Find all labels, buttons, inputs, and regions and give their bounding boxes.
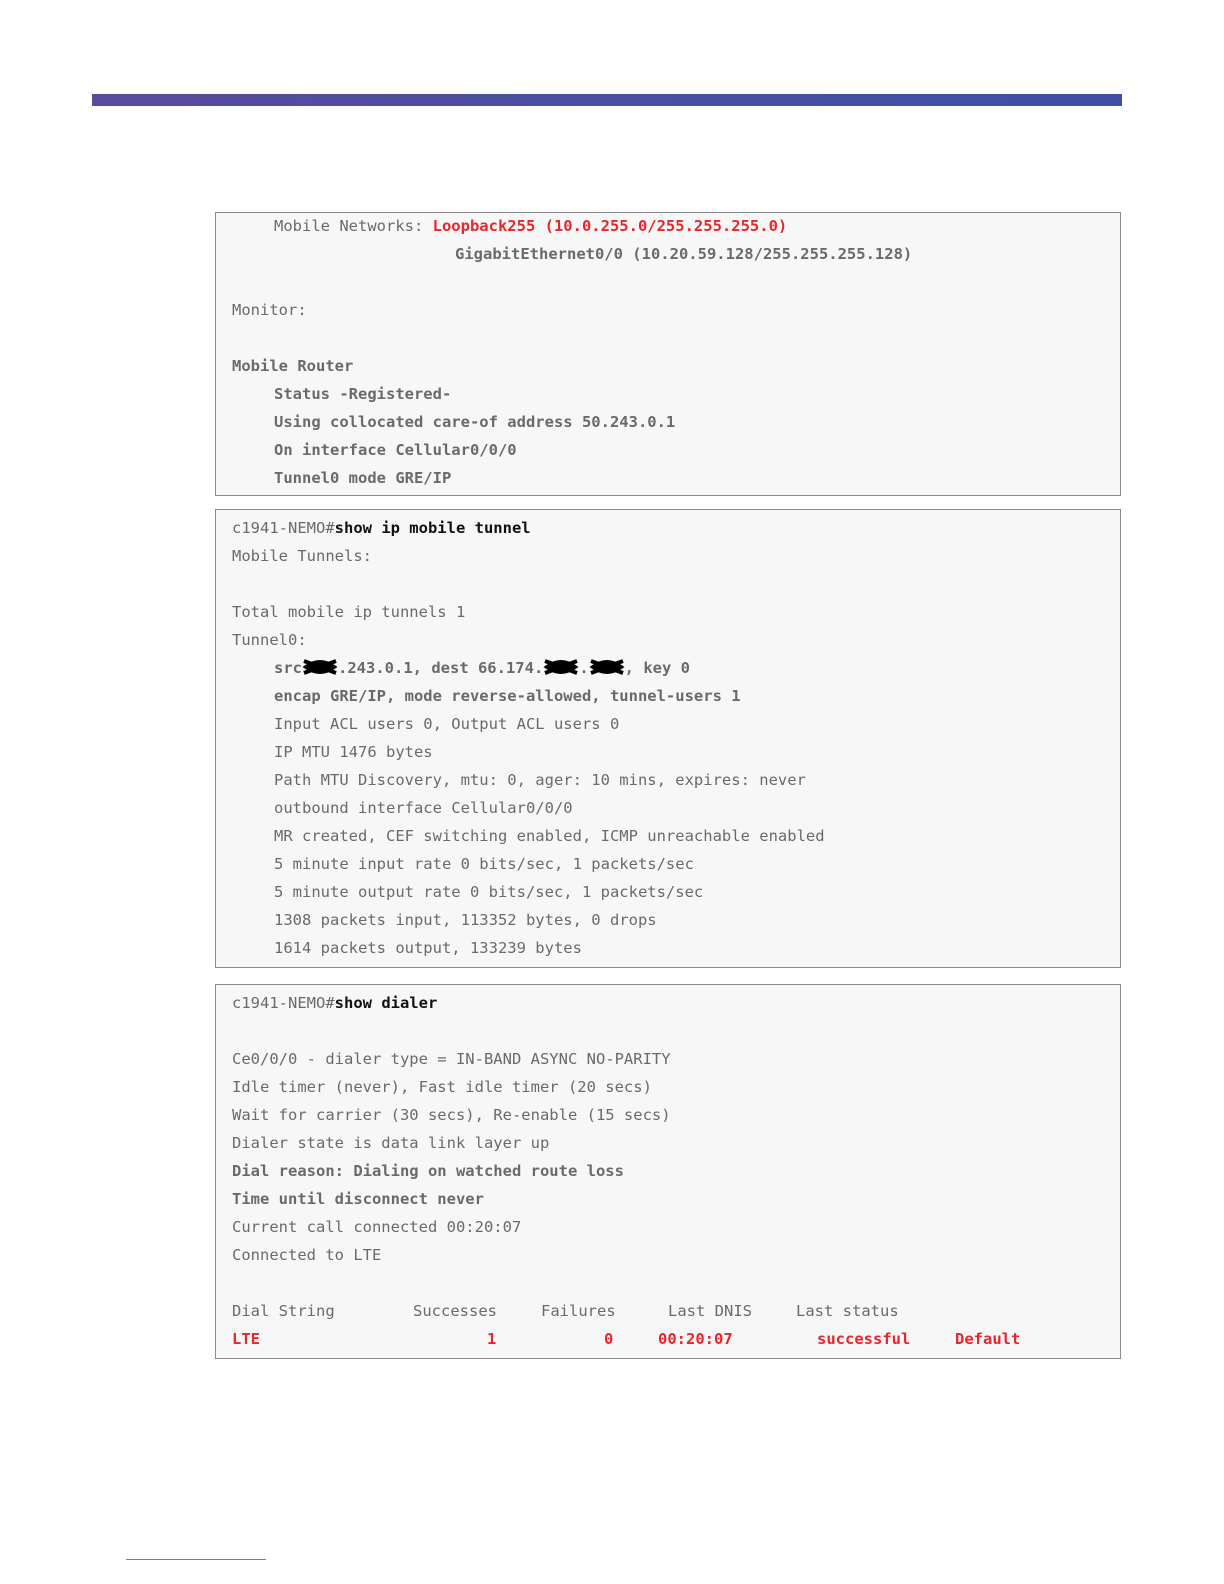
redaction-scribble-icon <box>302 659 338 675</box>
key-label: , key 0 <box>624 659 690 677</box>
disconnect-line: Time until disconnect never <box>232 1190 484 1208</box>
dialer-type-line: Ce0/0/0 - dialer type = IN-BAND ASYNC NO-PARITY <box>232 1050 671 1068</box>
total-tunnels-line: Total mobile ip tunnels 1 <box>232 603 466 621</box>
output-rate-line: 5 minute output rate 0 bits/sec, 1 packets/sec <box>274 883 704 901</box>
dialer-output-panel <box>215 984 1121 1359</box>
command-line <box>232 993 437 1013</box>
redaction-scribble-icon <box>543 659 579 675</box>
mobile-network-2: GigabitEthernet0/0 (10.20.59.128/255.255.255.128) <box>455 245 913 263</box>
pmtu-line: Path MTU Discovery, mtu: 0, ager: 10 mins, expires: never <box>274 771 806 789</box>
mobile-router-label: Mobile Router <box>232 357 354 375</box>
mr-line: MR created, CEF switching enabled, ICMP unreachable enabled <box>274 827 825 845</box>
table-header: Last status <box>796 1302 899 1320</box>
tunnel-mode-line: Tunnel0 mode GRE/IP <box>274 469 452 487</box>
status-line: Status -Registered- <box>274 385 452 403</box>
src-dest-mid: .243.0.1, dest 66.174. <box>338 659 544 677</box>
header-rule <box>92 94 1122 106</box>
encap-line: encap GRE/IP, mode reverse-allowed, tunnel-users 1 <box>274 687 741 705</box>
monitor-label: Monitor: <box>232 301 307 319</box>
packets-output-line: 1614 packets output, 133239 bytes <box>274 939 582 957</box>
src-label: src <box>274 659 302 677</box>
table-header: Dial String <box>232 1302 335 1320</box>
footnote-rule <box>126 1559 266 1560</box>
mobile-network-1: Loopback255 (10.0.255.0/255.255.255.0) <box>432 217 788 235</box>
table-cell: 1 <box>487 1330 497 1348</box>
dest-dot: . <box>579 659 589 677</box>
mobile-networks-line <box>274 216 787 236</box>
cli-command: show ip mobile tunnel <box>334 519 531 537</box>
command-line <box>232 518 531 538</box>
outbound-line: outbound interface Cellular0/0/0 <box>274 799 573 817</box>
wait-carrier-line: Wait for carrier (30 secs), Re-enable (15 secs) <box>232 1106 671 1124</box>
table-header: Successes <box>413 1302 497 1320</box>
idle-timer-line: Idle timer (never), Fast idle timer (20 secs) <box>232 1078 652 1096</box>
cli-prompt: c1941-NEMO# <box>232 994 335 1012</box>
table-cell: 0 <box>604 1330 614 1348</box>
config-output-panel <box>215 212 1121 496</box>
src-dest-line <box>274 658 690 678</box>
table-header: Last DNIS <box>668 1302 752 1320</box>
cli-command: show dialer <box>334 994 438 1012</box>
table-cell: Default <box>955 1330 1021 1348</box>
input-rate-line: 5 minute input rate 0 bits/sec, 1 packets/sec <box>274 855 694 873</box>
mobile-tunnel-output-panel <box>215 509 1121 968</box>
cli-prompt: c1941-NEMO# <box>232 519 335 537</box>
interface-line: On interface Cellular0/0/0 <box>274 441 517 459</box>
table-cell: successful <box>817 1330 911 1348</box>
connected-line: Connected to LTE <box>232 1246 382 1264</box>
table-cell: LTE <box>232 1330 260 1348</box>
packets-input-line: 1308 packets input, 113352 bytes, 0 drops <box>274 911 657 929</box>
coa-line: Using collocated care-of address 50.243.0.1 <box>274 413 676 431</box>
tunnels-heading: Mobile Tunnels: <box>232 547 372 565</box>
mobile-networks-label: Mobile Networks: <box>274 217 433 235</box>
redaction-scribble-icon <box>589 659 625 675</box>
tunnel-name-line: Tunnel0: <box>232 631 307 649</box>
dialer-state-line: Dialer state is data link layer up <box>232 1134 550 1152</box>
mtu-line: IP MTU 1476 bytes <box>274 743 433 761</box>
acl-line: Input ACL users 0, Output ACL users 0 <box>274 715 620 733</box>
table-cell: 00:20:07 <box>658 1330 733 1348</box>
current-call-line: Current call connected 00:20:07 <box>232 1218 522 1236</box>
table-header: Failures <box>541 1302 616 1320</box>
dial-reason-line: Dial reason: Dialing on watched route loss <box>232 1162 624 1180</box>
